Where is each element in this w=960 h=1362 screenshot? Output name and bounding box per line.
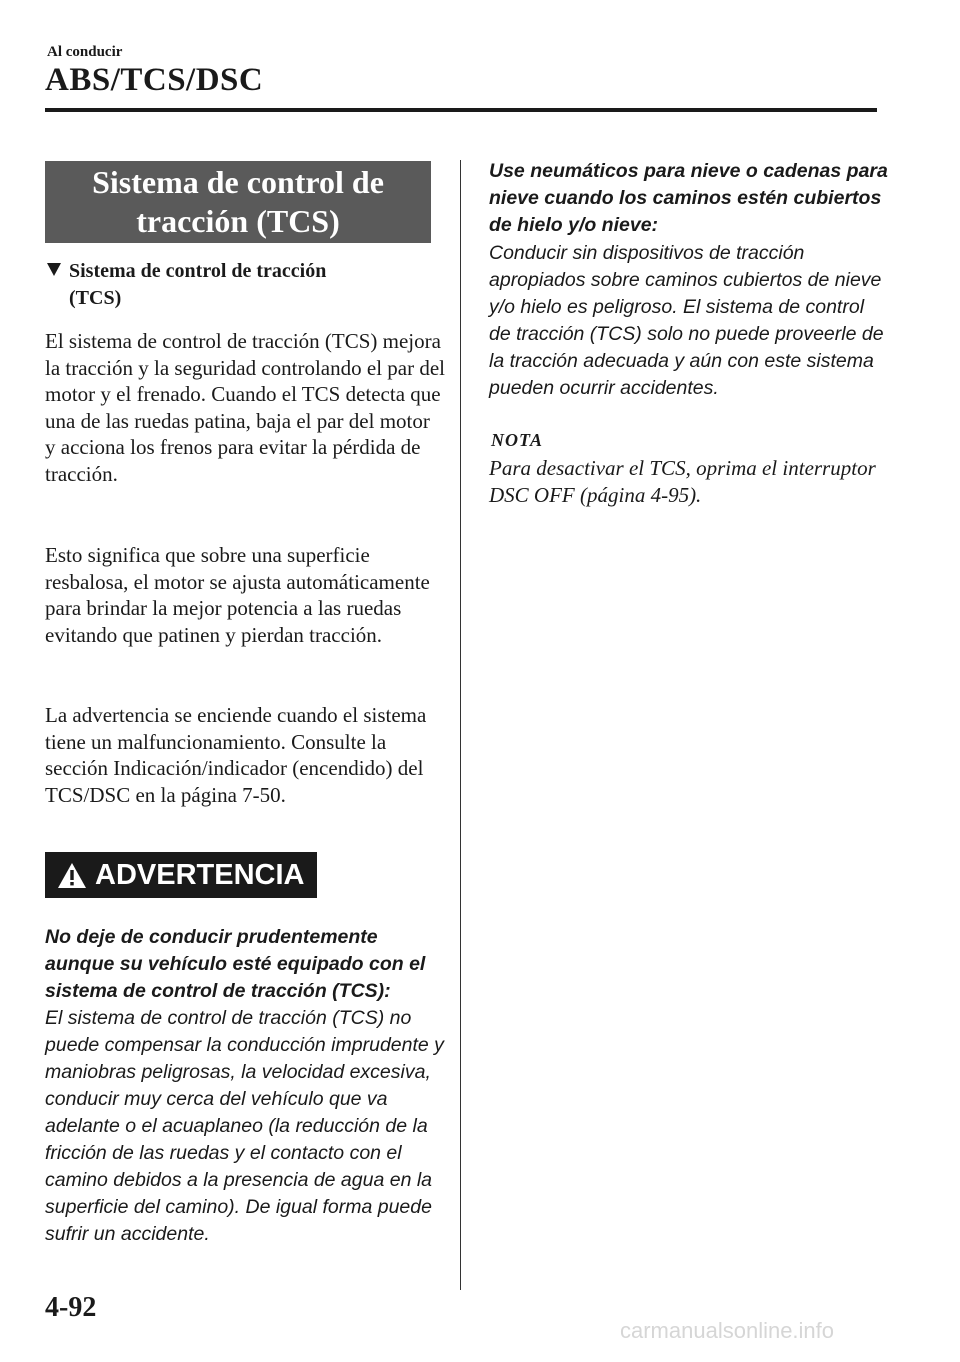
section-title-banner bbox=[45, 161, 431, 243]
warning-banner bbox=[45, 852, 317, 898]
paragraph-malfunction: La advertencia se enciende cuando el sistema tiene un malfuncionamiento. Consulte la sección Indicación/indicador (encendido) del TCS/DSC en la página 7-50. bbox=[45, 703, 427, 807]
warning-heading: No deje de conducir prudentemente aunque su vehículo esté equipado con el sistema de control de tracción (TCS): bbox=[45, 926, 426, 1002]
header-divider bbox=[45, 108, 877, 112]
paragraph-intro: El sistema de control de tracción (TCS) mejora la tracción y la seguridad controlando el par del motor y el frenado. Cuando el TCS detecta que una de las ruedas patina, baja el par del motor y acciona los frenos para evitar la pérdida de tracción. bbox=[45, 329, 446, 486]
chapter-title: ABS/TCS/DSC bbox=[45, 62, 264, 98]
subheading bbox=[47, 258, 437, 312]
section-title: Sistema de control de tracción (TCS) bbox=[92, 164, 384, 239]
snow-heading: Use neumáticos para nieve o cadenas para nieve cuando los caminos estén cubiertos de hielo y/o nieve: bbox=[489, 160, 888, 236]
note-label: NOTA bbox=[491, 430, 544, 450]
snow-body: Conducir sin dispositivos de tracción apropiados sobre caminos cubiertos de nieve y/o hielo es peligroso. El sistema de control de tracción (TCS) solo no puede proveerle de la tracción adecuada y aún con este sistema pueden ocurrir accidentes. bbox=[489, 242, 884, 399]
down-triangle-icon bbox=[47, 263, 61, 276]
note-text: Para desactivar el TCS, oprima el interruptor DSC OFF (página 4-95). bbox=[489, 456, 876, 507]
subheading-line2: (TCS) bbox=[69, 287, 122, 309]
subheading-line1: Sistema de control de tracción bbox=[69, 260, 327, 282]
column-divider bbox=[460, 160, 461, 1290]
warning-label: ADVERTENCIA bbox=[95, 858, 305, 891]
warning-triangle-icon bbox=[57, 862, 87, 889]
paragraph-surface: Esto significa que sobre una superficie resbalosa, el motor se ajusta automáticamente para brindar la mejor potencia a las ruedas evitando que patinen y pierdan tracción. bbox=[45, 543, 430, 647]
watermark: carmanualsonline.info bbox=[620, 1318, 835, 1343]
section-label: Al conducir bbox=[47, 44, 123, 60]
page-number: 4-92 bbox=[45, 1292, 97, 1323]
warning-body: El sistema de control de tracción (TCS) no puede compensar la conducción imprudente y maniobras peligrosas, la velocidad excesiva, conducir muy cerca del vehículo que va adelante o el acuaplaneo (la reducción de la fricción de las ruedas y el contacto con el camino debidos a la presencia de agua en la superficie del camino). De igual forma puede sufrir un accidente. bbox=[45, 1007, 444, 1245]
